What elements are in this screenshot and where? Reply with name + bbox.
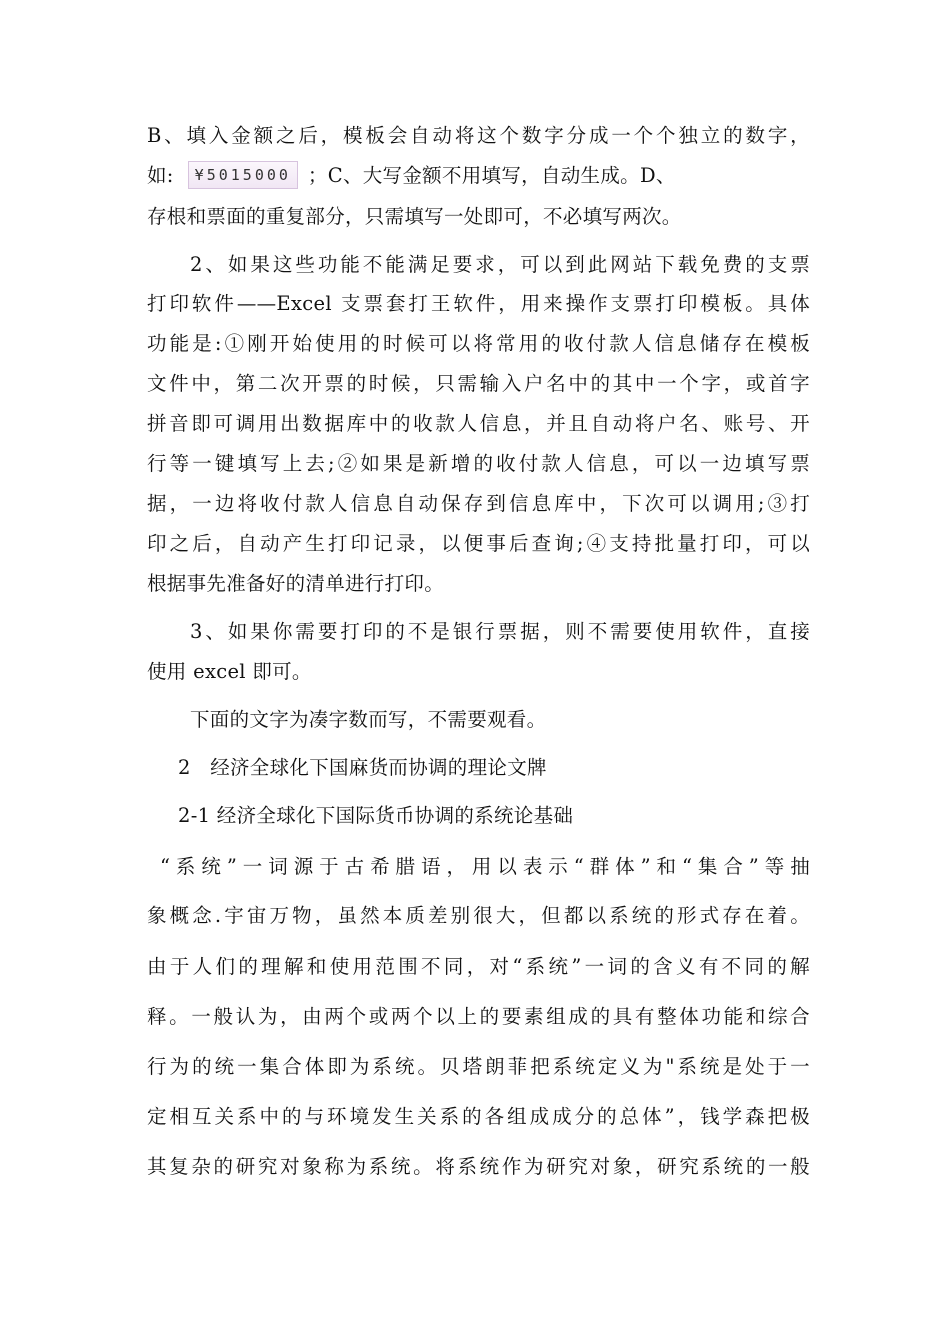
section-heading: 2 经济全球化下国麻货而协调的理论文牌 (178, 756, 547, 779)
text-line: 行为的统一集合体即为系统。贝塔朗菲把系统定义为"系统是处于一 (147, 1055, 810, 1078)
text-line: 下面的文字为凑字数而写，不需要观看。 (190, 708, 547, 731)
text-line: 3、如果你需要打印的不是银行票据，则不需要使用软件，直接 (190, 620, 810, 643)
text-line: 使用 excel 即可。 (147, 660, 312, 683)
text-line: 其复杂的研究对象称为系统。将系统作为研究对象，研究系统的一般 (147, 1155, 810, 1178)
text-line: 存根和票面的重复部分，只需填写一处即可，不必填写两次。 (147, 205, 682, 228)
text-line: 由于人们的理解和使用范围不同，对“系统”一词的含义有不同的解 (147, 955, 810, 978)
text-line-with-amount (147, 162, 810, 191)
text-line: 行等一键填写上去;②如果是新增的收付款人信息，可以一边填写票 (147, 452, 810, 475)
text-line: 释。一般认为，由两个或两个以上的要素组成的具有整体功能和综合 (147, 1005, 810, 1028)
text-line: 2、如果这些功能不能满足要求，可以到此网站下载免费的支票 (190, 253, 810, 276)
text-fragment: ；C、大写金额不用填写，自动生成。D、 (307, 164, 676, 187)
text-line: 文件中，第二次开票的时候，只需输入户名中的其中一个字，或首字 (147, 372, 810, 395)
text-line: 象概念.宇宙万物，虽然本质差别很大，但都以系统的形式存在着。 (147, 904, 810, 927)
text-line: 拼音即可调用出数据库中的收款人信息，并且自动将户名、账号、开 (147, 412, 810, 435)
amount-digits: ¥5015000 (194, 165, 291, 184)
text-line: 功能是:①刚开始使用的时候可以将常用的收付款人信息储存在模板 (147, 332, 810, 355)
text-line: 根据事先准备好的清单进行打印。 (147, 572, 445, 595)
text-line: 印之后，自动产生打印记录，以便事后查询;④支持批量打印，可以 (147, 532, 810, 555)
text-fragment: 如: (147, 164, 174, 187)
amount-digits-image (188, 161, 298, 189)
text-line: 打印软件——Excel 支票套打王软件，用来操作支票打印模板。具体 (147, 292, 810, 315)
text-line: 据，一边将收付款人信息自动保存到信息库中，下次可以调用;③打 (147, 492, 810, 515)
text-line: B、填入金额之后，模板会自动将这个数字分成一个个独立的数字， (147, 124, 810, 147)
text-line: 定相互关系中的与环境发生关系的各组成成分的总体”，钱学森把极 (147, 1105, 810, 1128)
text-line: “系统”一词源于古希腊语，用以表示“群体”和“集合”等抽 (160, 855, 810, 878)
subsection-heading: 2-1 经济全球化下国际货币协调的系统论基础 (178, 804, 574, 827)
